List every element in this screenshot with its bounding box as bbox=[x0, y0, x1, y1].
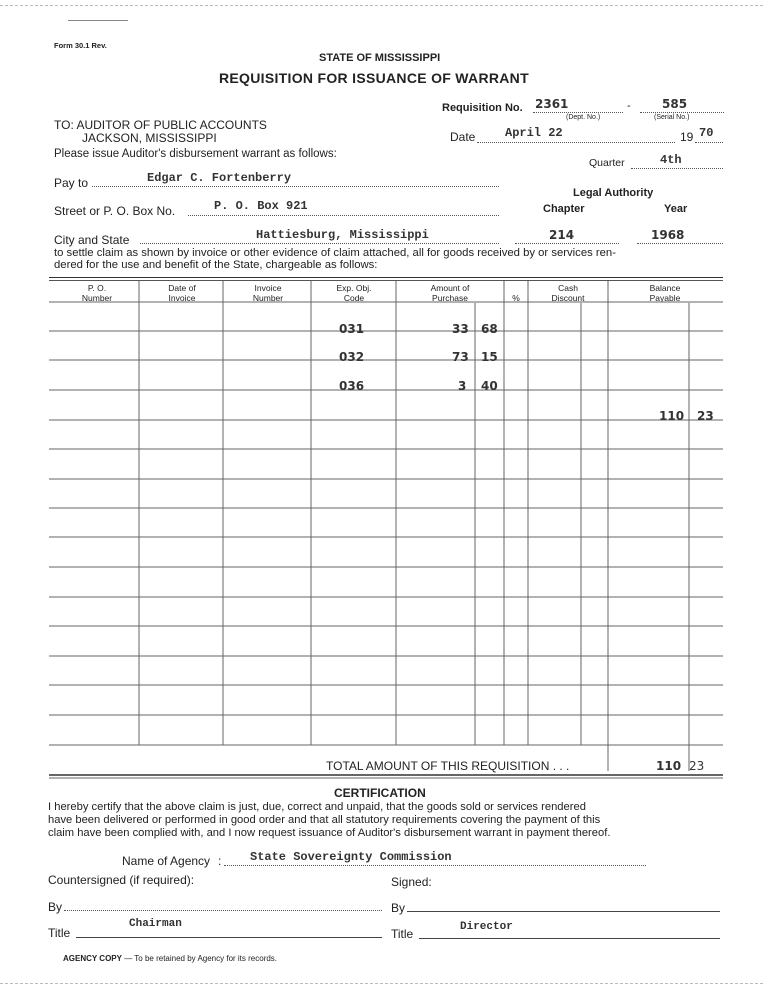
header-amount: Amount of Purchase bbox=[430, 283, 470, 303]
amount-dollars-1: 33 bbox=[452, 322, 469, 336]
street-label: Street or P. O. Box No. bbox=[54, 204, 176, 218]
serial-no-caption: (Serial No.) bbox=[654, 114, 690, 121]
amount-cents-3: 40 bbox=[481, 379, 498, 393]
street-value: P. O. Box 921 bbox=[214, 199, 308, 213]
year-line bbox=[695, 142, 723, 143]
amount-cents-1: 68 bbox=[481, 322, 498, 336]
countersign-by-line bbox=[64, 910, 382, 911]
authority-year-value: 1968 bbox=[651, 228, 685, 242]
table-top-rule-2 bbox=[49, 280, 723, 281]
balance-cents: 23 bbox=[697, 409, 714, 423]
certification-line-1: I hereby certify that the above claim is just, due, correct and unpaid, that the goods sold or services rendered bbox=[48, 801, 586, 813]
agency-line bbox=[224, 865, 646, 866]
year-label: Year bbox=[664, 203, 688, 215]
scan-edge-top bbox=[0, 5, 763, 6]
settle-text-1: to settle claim as shown by invoice or other evidence of claim attached, all for goods received by or services ren- bbox=[54, 247, 616, 259]
countersign-title-line bbox=[76, 937, 382, 938]
legal-authority-label: Legal Authority bbox=[573, 187, 654, 199]
signed-title-line bbox=[419, 938, 720, 939]
instruction-text: Please issue Auditor's disbursement warrant as follows: bbox=[54, 148, 337, 160]
header-balance: Balance Payable bbox=[649, 283, 681, 303]
footer-note bbox=[63, 954, 277, 963]
quarter-line bbox=[631, 168, 723, 169]
city-label: City and State bbox=[54, 233, 130, 247]
to-line-1: TO: AUDITOR OF PUBLIC ACCOUNTS bbox=[54, 118, 267, 132]
street-line bbox=[188, 215, 499, 216]
chapter-label: Chapter bbox=[543, 203, 585, 215]
date-year-prefix: 19 bbox=[680, 130, 694, 144]
countersign-title-label: Title bbox=[48, 926, 71, 940]
countersign-by-label: By bbox=[48, 900, 63, 914]
pay-to-line bbox=[92, 186, 499, 187]
form-number: Form 30.1 Rev. bbox=[54, 41, 107, 50]
quarter-value: 4th bbox=[660, 153, 682, 167]
settle-text-2: dered for the use and benefit of the State, chargeable as follows: bbox=[54, 259, 378, 271]
dept-no-value: 2361 bbox=[535, 97, 569, 111]
amount-dollars-3: 3 bbox=[458, 379, 467, 393]
certification-line-3: claim have been complied with, and I now request issuance of Auditor's disbursement warrant in payment thereof. bbox=[48, 827, 611, 839]
signed-title-label: Title bbox=[391, 927, 414, 941]
header-cash-discount: Cash Discount bbox=[551, 283, 585, 303]
exp-code-1: 031 bbox=[339, 322, 365, 336]
header-date: Date of Invoice bbox=[168, 283, 196, 303]
dept-no-caption: (Dept. No.) bbox=[566, 114, 601, 121]
exp-code-3: 036 bbox=[339, 379, 365, 393]
countersigned-label: Countersigned (if required): bbox=[48, 873, 195, 887]
footer-bold: AGENCY COPY bbox=[63, 954, 122, 963]
serial-no-value: 585 bbox=[662, 97, 688, 111]
state-title: STATE OF MISSISSIPPI bbox=[319, 52, 441, 64]
serial-no-line bbox=[640, 112, 724, 113]
agency-value: State Sovereignty Commission bbox=[250, 850, 452, 864]
certification-line-2: have been delivered or performed in good order and that all statutory requirements covering the payment of this bbox=[48, 814, 601, 826]
amount-dollars-2: 73 bbox=[452, 350, 469, 364]
agency-colon: : bbox=[218, 854, 222, 868]
balance-dollars: 110 bbox=[659, 409, 685, 423]
footer-text: — To be retained by Agency for its records. bbox=[121, 954, 278, 963]
table-top-rule bbox=[49, 277, 723, 278]
amount-cents-2: 15 bbox=[481, 350, 498, 364]
chapter-value: 214 bbox=[549, 228, 575, 242]
to-line-2: JACKSON, MISSISSIPPI bbox=[82, 131, 217, 145]
city-value: Hattiesburg, Mississippi bbox=[256, 228, 429, 242]
chapter-line bbox=[515, 243, 619, 244]
pay-to-label: Pay to bbox=[54, 176, 89, 190]
total-dollars: 110 bbox=[656, 759, 682, 773]
header-exp-code: Exp. Obj. Code bbox=[336, 283, 372, 303]
date-year-value: 70 bbox=[699, 126, 714, 140]
scan-mark bbox=[68, 20, 128, 21]
date-line bbox=[477, 142, 675, 143]
date-label: Date bbox=[450, 130, 476, 144]
signed-title-value: Director bbox=[460, 921, 513, 933]
header-percent: % bbox=[512, 293, 520, 303]
date-value: April 22 bbox=[505, 126, 563, 140]
header-po: P. O. Number bbox=[81, 283, 113, 303]
scan-edge-bottom bbox=[0, 983, 763, 984]
exp-code-2: 032 bbox=[339, 350, 365, 364]
total-label: TOTAL AMOUNT OF THIS REQUISITION . . . bbox=[326, 759, 570, 773]
requisition-label: Requisition No. bbox=[442, 102, 523, 114]
pay-to-value: Edgar C. Fortenberry bbox=[147, 171, 292, 185]
document-title: REQUISITION FOR ISSUANCE OF WARRANT bbox=[219, 70, 529, 86]
countersign-title-value: Chairman bbox=[129, 918, 182, 930]
agency-label: Name of Agency bbox=[122, 854, 211, 868]
authority-year-line bbox=[637, 243, 723, 244]
header-invoice: Invoice Number bbox=[252, 283, 284, 303]
dept-no-line bbox=[533, 112, 623, 113]
certification-heading: CERTIFICATION bbox=[334, 786, 426, 800]
signed-by-line bbox=[407, 911, 720, 912]
signed-label: Signed: bbox=[391, 875, 432, 889]
signed-by-label: By bbox=[391, 901, 406, 915]
city-line bbox=[140, 243, 499, 244]
requisition-dash: - bbox=[627, 100, 631, 112]
quarter-label: Quarter bbox=[589, 157, 625, 169]
total-cents: 23 bbox=[689, 759, 705, 773]
